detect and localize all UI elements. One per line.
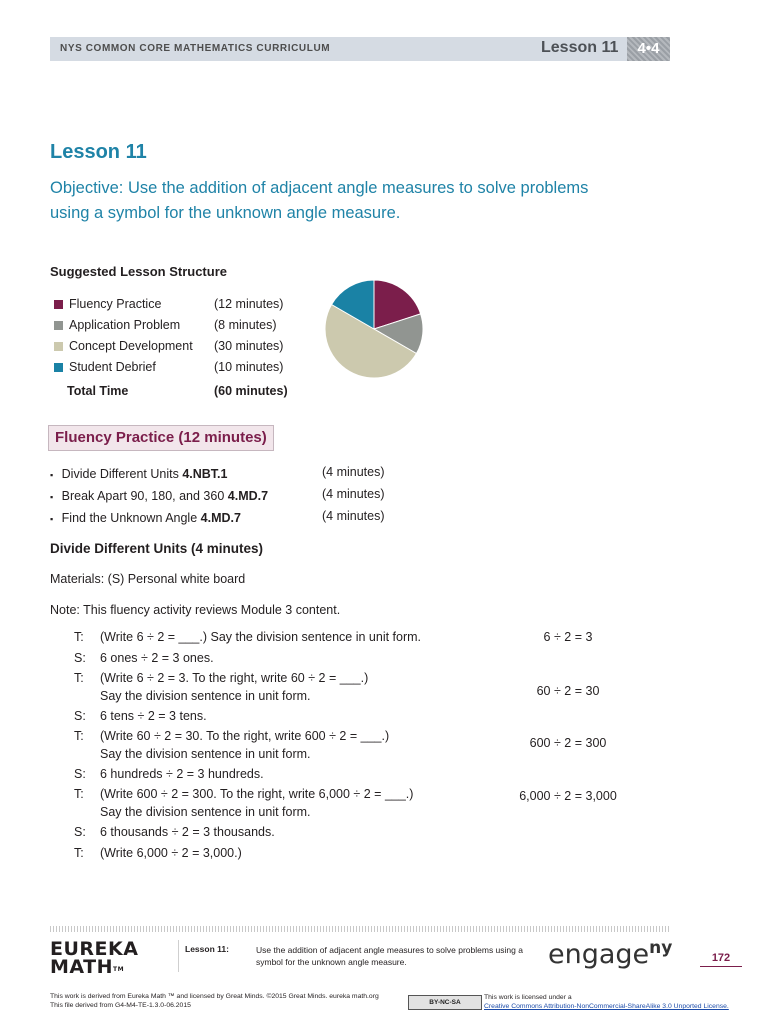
- total-time-value: (60 minutes): [214, 384, 288, 398]
- structure-time-application: (8 minutes): [214, 318, 277, 332]
- fluency-item-1: [50, 465, 227, 483]
- engage-word: engage: [548, 939, 650, 970]
- fluency-item-standard: 4.NBT.1: [182, 467, 228, 481]
- speaker: S:: [74, 767, 86, 781]
- dialogue-text: (Write 6,000 ÷ 2 = 3,000.): [100, 846, 242, 860]
- fluency-item-2: [50, 487, 268, 505]
- fluency-heading: Fluency Practice (12 minutes): [48, 425, 274, 451]
- objective: [50, 176, 710, 226]
- fluency-item-3: [50, 509, 241, 527]
- materials: Materials: (S) Personal white board: [50, 572, 246, 586]
- cc-license-badge: BY-NC-SA: [408, 995, 482, 1010]
- footer-separator: [178, 940, 179, 972]
- fluency-item-time: (4 minutes): [322, 487, 385, 501]
- dialogue-text-2: Say the division sentence in unit form.: [100, 805, 311, 819]
- dialogue-text: 6 ones ÷ 2 = 3 ones.: [100, 651, 214, 665]
- debrief-swatch: [54, 363, 63, 372]
- dialogue-text: (Write 60 ÷ 2 = 30. To the right, write 600 ÷ 2 = ___.): [100, 729, 390, 743]
- engageny-logo: [548, 938, 672, 970]
- bullet-icon: ▪: [50, 470, 54, 480]
- speaker: T:: [74, 846, 84, 860]
- dialogue-text-2: Say the division sentence in unit form.: [100, 689, 311, 703]
- footer-divider: [50, 926, 670, 932]
- speaker: S:: [74, 709, 86, 723]
- ddu-heading: Divide Different Units (4 minutes): [50, 541, 264, 556]
- structure-time-fluency: (12 minutes): [214, 297, 284, 311]
- footer-description: [256, 944, 523, 968]
- eureka-math-logo: [50, 940, 138, 979]
- application-swatch: [54, 321, 63, 330]
- speaker: T:: [74, 671, 84, 685]
- fluency-item-standard: 4.MD.7: [200, 511, 241, 525]
- dialogue-text: (Write 600 ÷ 2 = 300. To the right, write 6,000 ÷ 2 = ___.): [100, 787, 414, 801]
- note: Note: This fluency activity reviews Module 3 content.: [50, 603, 341, 617]
- dialogue-text: (Write 6 ÷ 2 = 3. To the right, write 60 ÷ 2 = ___.): [100, 671, 369, 685]
- footer-lesson: Lesson 11:: [185, 944, 229, 954]
- fluency-item-text: Break Apart 90, 180, and 360: [61, 489, 228, 503]
- curriculum-label: NYS COMMON CORE MATHEMATICS CURRICULUM: [60, 43, 331, 54]
- structure-time-concept: (30 minutes): [214, 339, 284, 353]
- license-link[interactable]: Creative Commons Attribution-NonCommercial-ShareAlike 3.0 Unported License.: [484, 1003, 729, 1010]
- speaker: S:: [74, 651, 86, 665]
- dialogue-text: 6 thousands ÷ 2 = 3 thousands.: [100, 825, 275, 839]
- fluency-item-standard: 4.MD.7: [227, 489, 269, 503]
- credit-line-2: This file derived from G4-M4-TE-1.3.0-06.2015: [50, 1002, 191, 1009]
- license-line-1: This work is licensed under a: [484, 994, 572, 1001]
- objective-line-1: Objective: Use the addition of adjacent angle measures to solve problems: [50, 179, 589, 197]
- bullet-icon: ▪: [50, 492, 54, 502]
- board-equation: 600 ÷ 2 = 300: [529, 736, 607, 750]
- speaker: T:: [74, 630, 84, 644]
- header-lesson: Lesson 11: [541, 39, 619, 56]
- ny-word: ny: [649, 938, 673, 958]
- lesson-structure-pie-chart: [322, 276, 426, 382]
- structure-label-debrief: Student Debrief: [69, 360, 156, 374]
- module-badge: 4•4: [627, 37, 670, 61]
- dialogue-text: 6 tens ÷ 2 = 3 tens.: [100, 709, 207, 723]
- structure-label-concept: Concept Development: [69, 339, 193, 353]
- fluency-item-time: (4 minutes): [322, 509, 385, 523]
- page-number: 172: [700, 952, 742, 967]
- credit-line-1: This work is derived from Eureka Math ™ and licensed by Great Minds. ©2015 Great Minds. eureka math.org: [50, 993, 379, 1000]
- fluency-swatch: [54, 300, 63, 309]
- dialogue-text-2: Say the division sentence in unit form.: [100, 747, 311, 761]
- speaker: S:: [74, 825, 86, 839]
- board-equation: 6 ÷ 2 = 3: [543, 630, 593, 644]
- dialogue-text: 6 hundreds ÷ 2 = 3 hundreds.: [100, 767, 264, 781]
- structure-heading: Suggested Lesson Structure: [50, 264, 227, 279]
- fluency-item-text: Find the Unknown Angle: [61, 511, 201, 525]
- board-equation: 6,000 ÷ 2 = 3,000: [519, 789, 617, 803]
- logo-tm: TM: [113, 966, 125, 973]
- fluency-item-text: Divide Different Units: [61, 467, 183, 481]
- objective-line-2: using a symbol for the unknown angle measure.: [50, 204, 401, 222]
- footer-description-line-2: symbol for the unknown angle measure.: [256, 957, 407, 967]
- structure-label-fluency: Fluency Practice: [69, 297, 162, 311]
- total-time-label: Total Time: [67, 384, 129, 398]
- board-equation: 60 ÷ 2 = 30: [536, 684, 600, 698]
- footer-description-line-1: Use the addition of adjacent angle measures to solve problems using a: [256, 945, 523, 955]
- page-title: Lesson 11: [50, 141, 147, 163]
- dialogue-text: (Write 6 ÷ 2 = ___.) Say the division sentence in unit form.: [100, 630, 422, 644]
- bullet-icon: ▪: [50, 514, 54, 524]
- speaker: T:: [74, 729, 84, 743]
- logo-word-math: MATH: [50, 956, 113, 978]
- structure-time-debrief: (10 minutes): [214, 360, 284, 374]
- concept-swatch: [54, 342, 63, 351]
- speaker: T:: [74, 787, 84, 801]
- logo-word-eureka: EUREKA: [50, 938, 139, 960]
- license-text: [484, 993, 729, 1011]
- credit-text: [50, 992, 379, 1010]
- fluency-item-time: (4 minutes): [322, 465, 385, 479]
- structure-label-application: Application Problem: [69, 318, 181, 332]
